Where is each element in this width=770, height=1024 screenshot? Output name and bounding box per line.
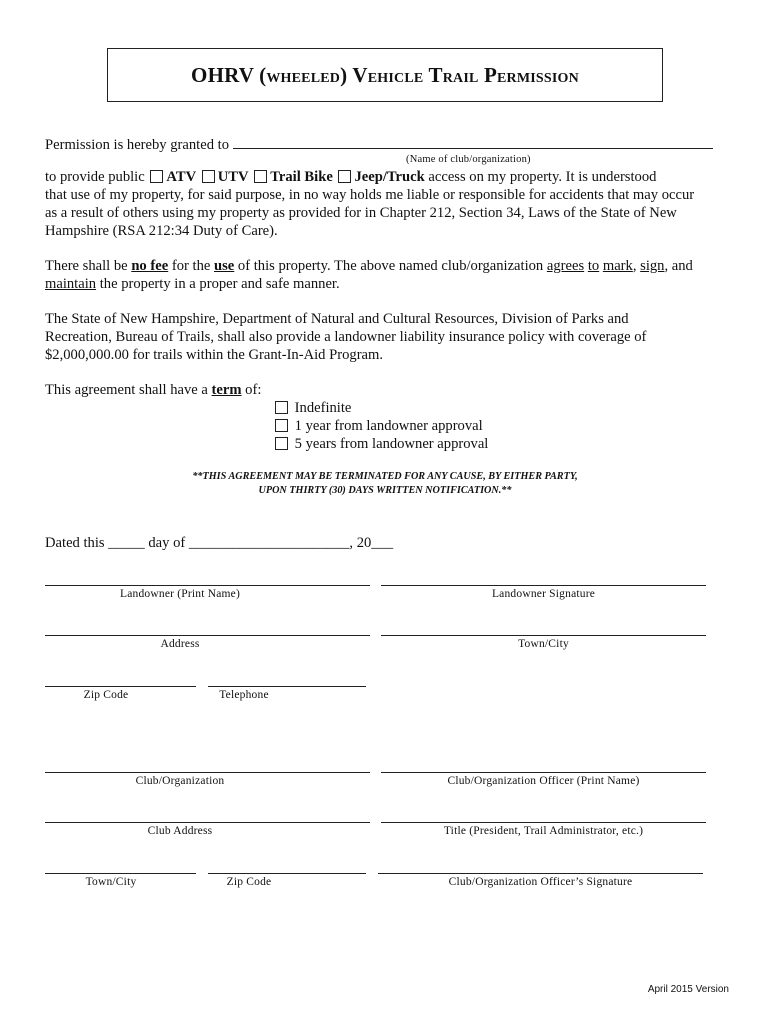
grant-line-2: that use of my property, for said purpose, in no way holds me liable or responsible for accidents that may occur	[45, 187, 695, 203]
term-option-1-year[interactable]: 1 year from landowner approval	[273, 417, 483, 435]
term-option-indefinite[interactable]: Indefinite	[273, 399, 351, 417]
club-zip-code-line[interactable]	[208, 873, 366, 874]
zip-code-label: Zip Code	[83, 689, 129, 701]
term-line: This agreement shall have a term of:	[45, 382, 262, 398]
address-line[interactable]	[45, 635, 370, 636]
club-officer-signature-label: Club/Organization Officer’s Signature	[448, 876, 633, 888]
version-footer: April 2015 Version	[647, 984, 729, 995]
trail-bike-checkbox[interactable]	[254, 170, 267, 183]
fee-paragraph: There shall be no fee for the use of this property. The above named club/organization agrees to mark, sign, and maintain the property in a proper and safe manner.	[45, 258, 693, 292]
landowner-signature-line[interactable]	[381, 585, 706, 586]
grant-line	[45, 136, 730, 154]
atv-label: ATV	[166, 169, 197, 185]
atv-checkbox[interactable]	[150, 170, 163, 183]
term-option-5-years[interactable]: 5 years from landowner approval	[273, 435, 488, 453]
grant-prefix: Permission is hereby granted to	[45, 137, 230, 153]
state-paragraph: The State of New Hampshire, Department of Natural and Cultural Resources, Division of Parks and Recreation, Bureau of Trails, shall also provide a landowner liability insurance policy with coverage of $2,000,000.00 for trails within the Grant-In-Aid Program.	[45, 311, 647, 363]
grant-line-4: Hampshire (RSA 212:34 Duty of Care).	[45, 223, 278, 239]
telephone-label: Telephone	[219, 689, 269, 701]
trail-bike-label: Trail Bike	[270, 169, 333, 185]
title-box	[107, 48, 663, 102]
club-name-caption: (Name of club/organization)	[406, 154, 531, 165]
club-name-field[interactable]	[233, 148, 713, 149]
termination-notice: **THIS AGREEMENT MAY BE TERMINATED FOR ANY CAUSE, BY EITHER PARTY, UPON THIRTY (30) DAYS WRITTEN NOTIFICATION.**	[192, 471, 578, 496]
one-year-checkbox[interactable]	[275, 419, 288, 432]
telephone-line[interactable]	[208, 686, 366, 687]
jeep-truck-label: Jeep/Truck	[354, 169, 425, 185]
provide-line: to provide public ATV UTV Trail Bike Jeep/Truck access on my property. It is understood	[45, 169, 657, 185]
grant-paragraph	[45, 168, 730, 240]
zip-code-line[interactable]	[45, 686, 196, 687]
landowner-signature-label: Landowner Signature	[491, 588, 596, 600]
club-address-line[interactable]	[45, 822, 370, 823]
page-title: OHRV (WHEELED) VEHICLE TRAIL PERMISSION	[191, 62, 579, 87]
club-zip-code-label: Zip Code	[226, 876, 272, 888]
utv-checkbox[interactable]	[202, 170, 215, 183]
club-town-city-label: Town/City	[85, 876, 137, 888]
club-officer-print-line[interactable]	[381, 772, 706, 773]
grant-line-3: as a result of others using my property as provided for in Chapter 212, Section 34, Laws of the State of New	[45, 205, 677, 221]
utv-label: UTV	[217, 169, 249, 185]
title-field-label: Title (President, Trail Administrator, etc.)	[443, 825, 644, 837]
club-address-label: Club Address	[147, 825, 213, 837]
town-city-line[interactable]	[381, 635, 706, 636]
address-label: Address	[160, 638, 200, 650]
club-town-city-line[interactable]	[45, 873, 196, 874]
club-org-label: Club/Organization	[135, 775, 225, 787]
indefinite-checkbox[interactable]	[275, 401, 288, 414]
club-org-line[interactable]	[45, 772, 370, 773]
landowner-print-line[interactable]	[45, 585, 370, 586]
dated-line[interactable]: Dated this _____ day of ______________________, 20___	[45, 535, 394, 551]
club-officer-signature-line[interactable]	[378, 873, 703, 874]
title-field-line[interactable]	[381, 822, 706, 823]
club-officer-print-label: Club/Organization Officer (Print Name)	[447, 775, 640, 787]
landowner-print-label: Landowner (Print Name)	[119, 588, 240, 600]
jeep-truck-checkbox[interactable]	[338, 170, 351, 183]
five-years-checkbox[interactable]	[275, 437, 288, 450]
town-city-label: Town/City	[518, 638, 569, 650]
